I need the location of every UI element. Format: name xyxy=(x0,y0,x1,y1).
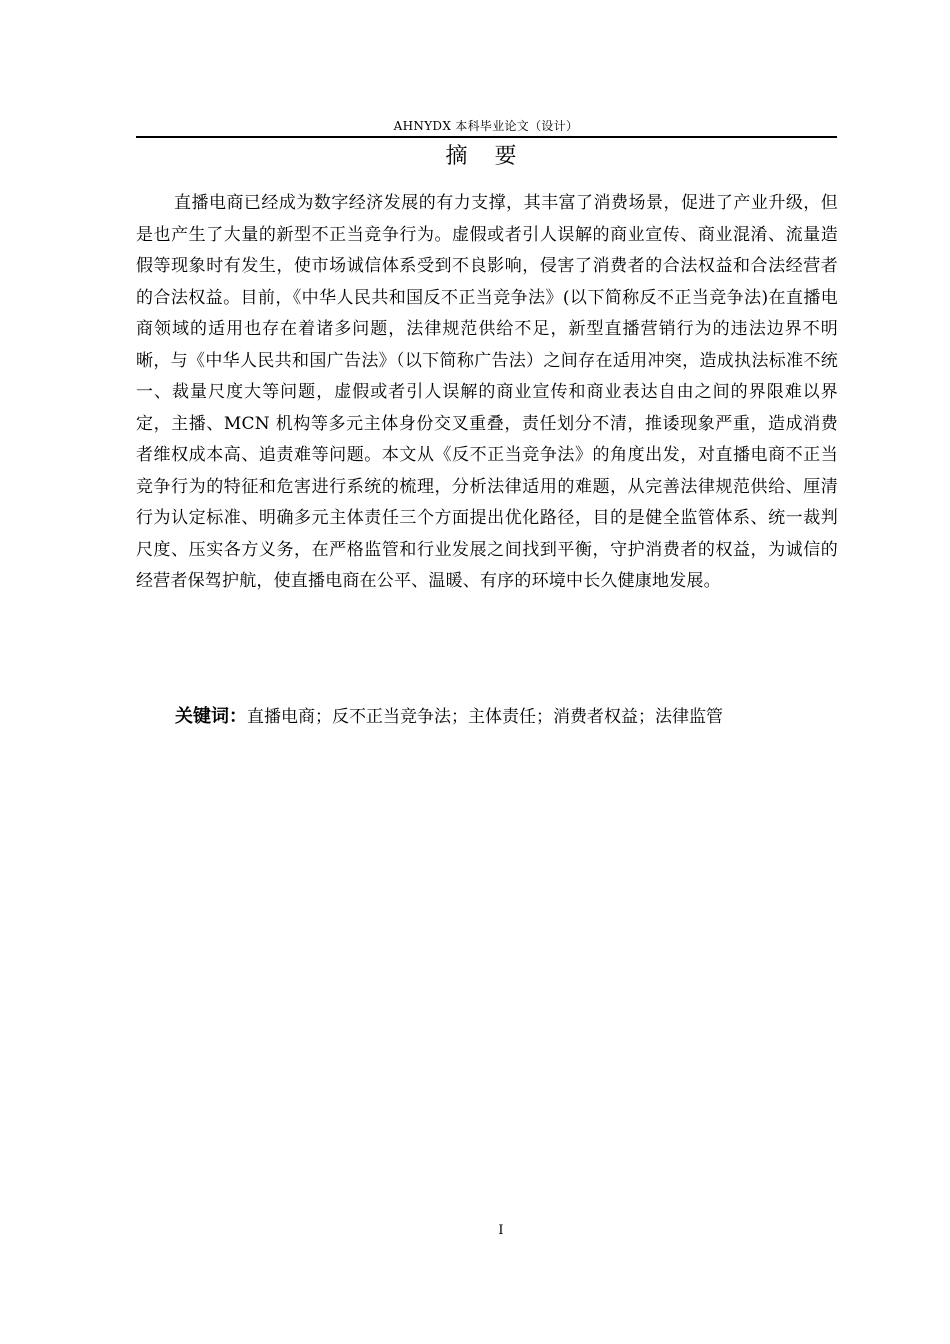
page-number: I xyxy=(498,1223,504,1238)
keywords-line xyxy=(175,702,835,732)
header-divider xyxy=(136,136,837,138)
abstract-title: 摘 要 xyxy=(445,144,527,169)
keywords-value: 直播电商；反不正当竞争法；主体责任；消费者权益；法律监管 xyxy=(247,707,723,727)
abstract-paragraph: 直播电商已经成为数字经济发展的有力支撑，其丰富了消费场景，促进了产业升级，但是也产生了大量的新型不正当竞争行为。虚假或者引人误解的商业宣传、商业混淆、流量造假等现象时有发生，使市场诚信体系受到不良影响，侵害了消费者的合法权益和合法经营者的合法权益。目前，《中华人民共和国反不正当竞争法》(以下简称反不正当竞争法)在直播电商领域的适用也存在着诸多问题，法律规范供给不足，新型直播营销行为的违法边界不明晰，与《中华人民共和国广告法》（以下简称广告法）之间存在适用冲突，造成执法标准不统一、裁量尺度大等问题，虚假或者引人误解的商业宣传和商业表达自由之间的界限难以界定，主播、MCN 机构等多元主体身份交叉重叠，责任划分不清，推诿现象严重，造成消费者维权成本高、追责难等问题。本文从《反不正当竞争法》的角度出发，对直播电商不正当竞争行为的特征和危害进行系统的梳理，分析法律适用的难题，从完善法律规范供给、厘清行为认定标准、明确多元主体责任三个方面提出优化路径，目的是健全监管体系、统一裁判尺度、压实各方义务，在严格监管和行业发展之间找到平衡，守护消费者的权益，为诚信的经营者保驾护航，使直播电商在公平、温暖、有序的环境中长久健康地发展。 xyxy=(136,193,838,591)
keywords-label: 关键词： xyxy=(175,706,247,727)
running-header: AHNYDX 本科毕业论文（设计） xyxy=(393,119,579,133)
